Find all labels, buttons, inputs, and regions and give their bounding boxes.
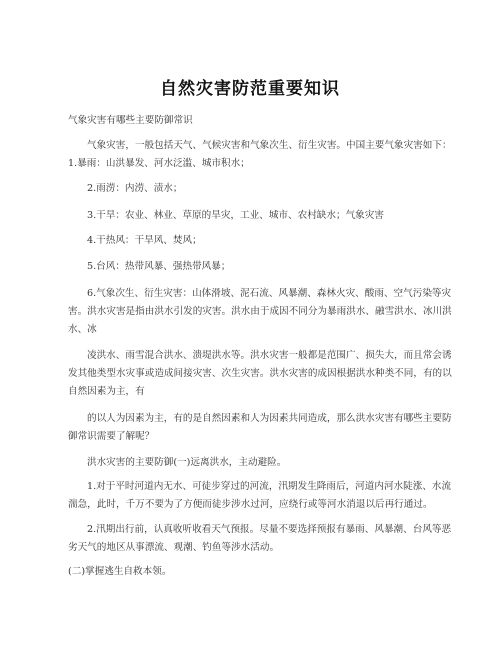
paragraph-flood-types: 凌洪水、雨雪混合洪水、溃堤洪水等。洪水灾害一般都是范围广、损失大，而且常会诱发其他类型水灾事或造成间接灾害、次生灾害。洪水灾害的成因根据洪水种类不同，有的以自然因素为主，有 <box>68 350 452 397</box>
paragraph-secondary-disasters: 6.气象次生、衍生灾害：山体滑坡、泥石流、风暴潮、森林火灾、酸雨、空气污染等灾害。洪水灾害是指由洪水引发的灾害。洪水由于成因不同分为暴雨洪水、融雪洪水、冰川洪水、冰 <box>68 288 452 335</box>
paragraph-weather-forecast: 2.汛期出行前，认真收听收看天气预报。尽量不要选择预报有暴雨、风暴潮、台风等恶劣天气的地区从事漂流、观潮、钓鱼等涉水活动。 <box>68 524 452 553</box>
paragraph-flood-causes: 的以人为因素为主，有的是自然因素和人为因素共同造成，那么洪水灾害有哪些主要防御常识需要了解呢？ <box>68 413 452 442</box>
paragraph-drought: 3.干旱：农业、林业、草原的旱灾，工业、城市、农村缺水；气象灾害 <box>87 210 384 221</box>
paragraph-self-rescue: (二)掌握逃生自救本领。 <box>68 566 172 577</box>
paragraph-typhoon: 5.台风：热带风暴、强热带风暴； <box>87 261 231 272</box>
paragraph-dry-hot-wind: 4.干热风：干旱风、焚风； <box>87 235 202 246</box>
page-title: 自然灾害防范重要知识 <box>160 79 340 99</box>
paragraph-weather-overview: 气象灾害，一般包括天气、气候灾害和气象次生、衍生灾害。中国主要气象灾害如下：1.暴雨：山洪暴发、河水泛滥、城市积水； <box>68 140 452 169</box>
paragraph-rain-flood: 2.雨涝：内涝、渍水； <box>87 183 183 194</box>
paragraph-flood-defense: 洪水灾害的主要防御(一)远离洪水，主动避险。 <box>87 457 287 468</box>
paragraph-intro: 气象灾害有哪些主要防御常识 <box>68 115 193 126</box>
paragraph-river-crossing: 1.对于平时河道内无水、可徒步穿过的河流，汛期发生降雨后，河道内河水陡涨、水流湍急，此时，千万不要为了方便而徒步涉水过河，应绕行或等河水消退以后再行通过。 <box>68 481 452 510</box>
